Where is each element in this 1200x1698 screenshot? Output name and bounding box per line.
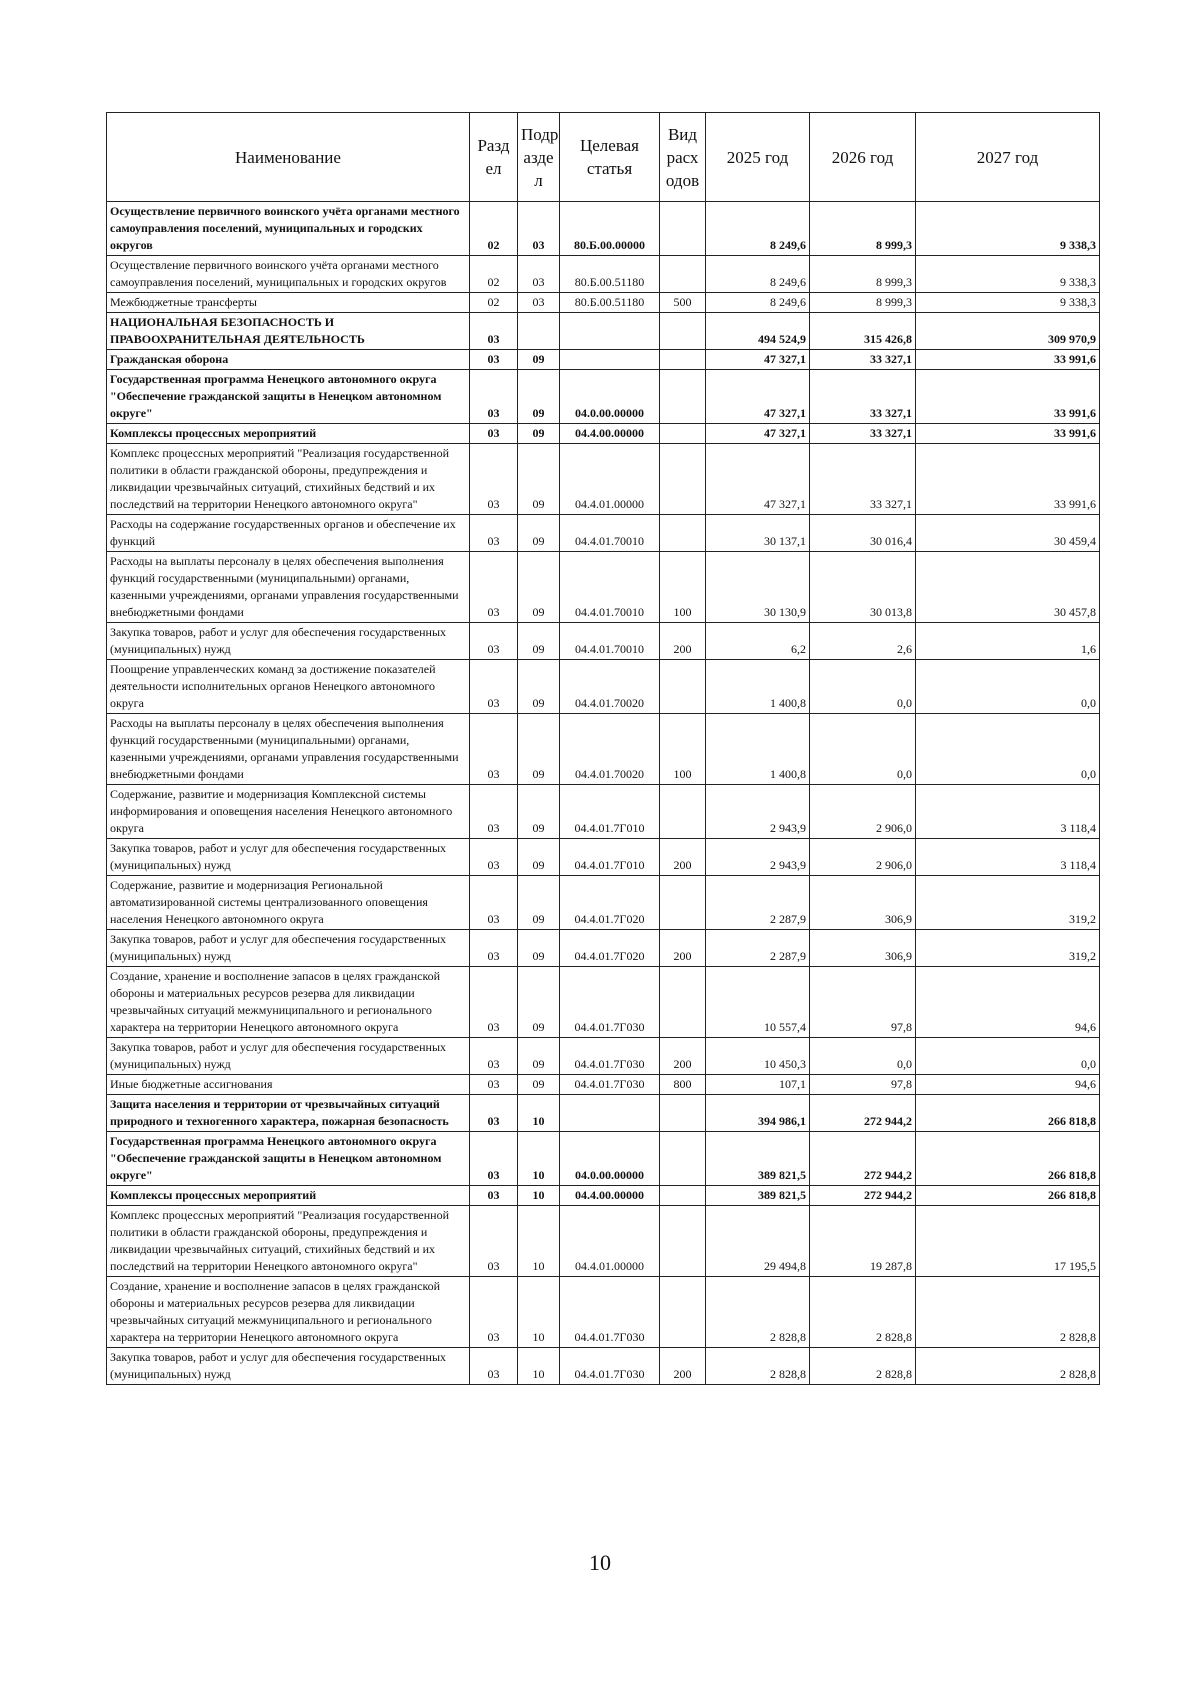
- row-razdel: 03: [470, 552, 518, 623]
- table-row: [107, 930, 1100, 967]
- row-amount-2026: 272 944,2: [810, 1095, 916, 1132]
- table-row: [107, 515, 1100, 552]
- row-podrazdel: 09: [518, 785, 560, 839]
- header-year-2025: 2025 год: [706, 113, 810, 202]
- row-amount-2027: 0,0: [916, 1038, 1100, 1075]
- row-amount-2025: 6,2: [706, 623, 810, 660]
- row-razdel: 03: [470, 1348, 518, 1385]
- row-razdel: 03: [470, 1095, 518, 1132]
- row-target-article: 04.4.01.70010: [560, 552, 660, 623]
- row-podrazdel: 10: [518, 1277, 560, 1348]
- row-amount-2027: 266 818,8: [916, 1186, 1100, 1206]
- row-amount-2027: 319,2: [916, 930, 1100, 967]
- row-amount-2026: 272 944,2: [810, 1186, 916, 1206]
- row-amount-2025: 30 130,9: [706, 552, 810, 623]
- row-amount-2025: 389 821,5: [706, 1132, 810, 1186]
- table-row: [107, 1132, 1100, 1186]
- row-name: Закупка товаров, работ и услуг для обеспечения государственных (муниципальных) нужд: [107, 1038, 470, 1075]
- row-razdel: 03: [470, 1186, 518, 1206]
- row-expense-type: 200: [660, 839, 706, 876]
- row-target-article: 04.4.00.00000: [560, 1186, 660, 1206]
- row-amount-2026: 315 426,8: [810, 313, 916, 350]
- row-amount-2027: 94,6: [916, 1075, 1100, 1095]
- row-name: Содержание, развитие и модернизация Региональной автоматизированной системы централизованного оповещения населения Ненецкого автономного округа: [107, 876, 470, 930]
- header-name: Наименование: [107, 113, 470, 202]
- row-name: Комплексы процессных мероприятий: [107, 1186, 470, 1206]
- row-amount-2026: 30 016,4: [810, 515, 916, 552]
- row-name: Закупка товаров, работ и услуг для обеспечения государственных (муниципальных) нужд: [107, 1348, 470, 1385]
- row-amount-2025: 47 327,1: [706, 350, 810, 370]
- row-amount-2025: 494 524,9: [706, 313, 810, 350]
- row-podrazdel: 09: [518, 424, 560, 444]
- row-podrazdel: 09: [518, 370, 560, 424]
- table-row: [107, 256, 1100, 293]
- row-amount-2025: 47 327,1: [706, 370, 810, 424]
- row-expense-type: [660, 1277, 706, 1348]
- row-expense-type: 200: [660, 1348, 706, 1385]
- row-podrazdel: 10: [518, 1132, 560, 1186]
- row-name: Расходы на выплаты персоналу в целях обеспечения выполнения функций государственными (муниципальными) органами, казенными учреждениями, органами управления государственными внебюджетными фондами: [107, 714, 470, 785]
- row-razdel: 03: [470, 785, 518, 839]
- row-amount-2025: 47 327,1: [706, 424, 810, 444]
- row-podrazdel: 10: [518, 1186, 560, 1206]
- row-podrazdel: 09: [518, 552, 560, 623]
- header-year-2027: 2027 год: [916, 113, 1100, 202]
- row-razdel: 03: [470, 967, 518, 1038]
- row-podrazdel: 09: [518, 444, 560, 515]
- row-target-article: 04.4.01.7Г020: [560, 876, 660, 930]
- row-razdel: 03: [470, 660, 518, 714]
- row-amount-2025: 389 821,5: [706, 1186, 810, 1206]
- row-target-article: 04.4.01.7Г010: [560, 839, 660, 876]
- row-amount-2025: 2 287,9: [706, 930, 810, 967]
- row-amount-2025: 29 494,8: [706, 1206, 810, 1277]
- row-expense-type: 100: [660, 552, 706, 623]
- row-expense-type: [660, 967, 706, 1038]
- table-row: [107, 1075, 1100, 1095]
- row-amount-2026: 97,8: [810, 967, 916, 1038]
- table-row: [107, 967, 1100, 1038]
- row-razdel: 02: [470, 256, 518, 293]
- row-amount-2027: 33 991,6: [916, 424, 1100, 444]
- row-amount-2027: 30 459,4: [916, 515, 1100, 552]
- row-amount-2026: 33 327,1: [810, 444, 916, 515]
- row-podrazdel: 09: [518, 1075, 560, 1095]
- row-amount-2027: 9 338,3: [916, 256, 1100, 293]
- page-number: 10: [589, 1550, 611, 1575]
- row-amount-2026: 33 327,1: [810, 424, 916, 444]
- budget-table: [106, 112, 1100, 1385]
- row-amount-2027: 33 991,6: [916, 444, 1100, 515]
- row-razdel: 03: [470, 1075, 518, 1095]
- row-amount-2027: 33 991,6: [916, 370, 1100, 424]
- header-expense-type: Вид расх одов: [660, 113, 706, 202]
- row-name: Закупка товаров, работ и услуг для обеспечения государственных (муниципальных) нужд: [107, 839, 470, 876]
- row-expense-type: [660, 256, 706, 293]
- row-amount-2026: 306,9: [810, 876, 916, 930]
- row-amount-2025: 1 400,8: [706, 714, 810, 785]
- table-row: [107, 202, 1100, 256]
- header-podrazdel: Подр азде л: [518, 113, 560, 202]
- row-expense-type: [660, 785, 706, 839]
- table-row: [107, 552, 1100, 623]
- row-target-article: 04.4.01.7Г020: [560, 930, 660, 967]
- row-amount-2027: 2 828,8: [916, 1277, 1100, 1348]
- row-razdel: 03: [470, 424, 518, 444]
- row-target-article: 04.4.01.7Г030: [560, 1277, 660, 1348]
- row-amount-2026: 0,0: [810, 660, 916, 714]
- table-row: [107, 660, 1100, 714]
- row-target-article: 04.4.00.00000: [560, 424, 660, 444]
- row-podrazdel: 09: [518, 660, 560, 714]
- row-razdel: 03: [470, 930, 518, 967]
- row-razdel: 03: [470, 444, 518, 515]
- row-amount-2025: 10 450,3: [706, 1038, 810, 1075]
- table-row: [107, 623, 1100, 660]
- row-target-article: 04.4.01.70010: [560, 623, 660, 660]
- row-razdel: 03: [470, 839, 518, 876]
- row-expense-type: [660, 350, 706, 370]
- row-amount-2026: 8 999,3: [810, 293, 916, 313]
- row-expense-type: [660, 660, 706, 714]
- row-podrazdel: 03: [518, 202, 560, 256]
- row-podrazdel: 09: [518, 1038, 560, 1075]
- row-podrazdel: 09: [518, 930, 560, 967]
- row-name: Иные бюджетные ассигнования: [107, 1075, 470, 1095]
- row-amount-2026: 33 327,1: [810, 350, 916, 370]
- row-amount-2027: 3 118,4: [916, 785, 1100, 839]
- row-amount-2027: 30 457,8: [916, 552, 1100, 623]
- row-amount-2025: 10 557,4: [706, 967, 810, 1038]
- row-target-article: 04.4.01.7Г030: [560, 967, 660, 1038]
- row-target-article: [560, 350, 660, 370]
- table-row: [107, 293, 1100, 313]
- row-razdel: 03: [470, 1277, 518, 1348]
- row-expense-type: 800: [660, 1075, 706, 1095]
- row-amount-2026: 19 287,8: [810, 1206, 916, 1277]
- row-amount-2027: 9 338,3: [916, 293, 1100, 313]
- row-amount-2026: 33 327,1: [810, 370, 916, 424]
- row-razdel: 02: [470, 293, 518, 313]
- row-expense-type: [660, 424, 706, 444]
- row-amount-2025: 107,1: [706, 1075, 810, 1095]
- row-expense-type: [660, 313, 706, 350]
- row-name: Защита населения и территории от чрезвычайных ситуаций природного и техногенного характера, пожарная безопасность: [107, 1095, 470, 1132]
- row-amount-2025: 8 249,6: [706, 202, 810, 256]
- header-target-article: Целевая статья: [560, 113, 660, 202]
- row-target-article: [560, 1095, 660, 1132]
- row-target-article: 04.4.01.7Г030: [560, 1075, 660, 1095]
- row-podrazdel: 09: [518, 515, 560, 552]
- row-amount-2026: 306,9: [810, 930, 916, 967]
- row-razdel: 03: [470, 313, 518, 350]
- row-amount-2027: 94,6: [916, 967, 1100, 1038]
- row-amount-2026: 2 828,8: [810, 1348, 916, 1385]
- row-razdel: 03: [470, 876, 518, 930]
- row-razdel: 03: [470, 1206, 518, 1277]
- table-row: [107, 1038, 1100, 1075]
- row-name: Комплексы процессных мероприятий: [107, 424, 470, 444]
- row-amount-2027: 1,6: [916, 623, 1100, 660]
- row-razdel: 03: [470, 515, 518, 552]
- row-name: Содержание, развитие и модернизация Комплексной системы информирования и оповещения населения Ненецкого автономного округа: [107, 785, 470, 839]
- row-amount-2025: 394 986,1: [706, 1095, 810, 1132]
- row-amount-2025: 2 943,9: [706, 839, 810, 876]
- row-target-article: 04.0.00.00000: [560, 1132, 660, 1186]
- row-amount-2025: 8 249,6: [706, 256, 810, 293]
- row-podrazdel: 09: [518, 967, 560, 1038]
- row-expense-type: [660, 202, 706, 256]
- row-target-article: 80.Б.00.51180: [560, 256, 660, 293]
- row-name: Осуществление первичного воинского учёта органами местного самоуправления поселений, муниципальных и городских округов: [107, 256, 470, 293]
- row-expense-type: 200: [660, 1038, 706, 1075]
- row-name: Государственная программа Ненецкого автономного округа "Обеспечение гражданской защиты в Ненецком автономном округе": [107, 1132, 470, 1186]
- row-amount-2027: 319,2: [916, 876, 1100, 930]
- row-podrazdel: 10: [518, 1095, 560, 1132]
- row-amount-2026: 97,8: [810, 1075, 916, 1095]
- row-amount-2025: 8 249,6: [706, 293, 810, 313]
- table-row: [107, 424, 1100, 444]
- table-row: [107, 785, 1100, 839]
- row-razdel: 03: [470, 1038, 518, 1075]
- table-row: [107, 313, 1100, 350]
- table-row: [107, 876, 1100, 930]
- row-name: Комплекс процессных мероприятий "Реализация государственной политики в области гражданской обороны, предупреждения и ликвидации чрезвычайных ситуаций, стихийных бедствий и их последствий на территории Ненецкого автономного округа": [107, 444, 470, 515]
- row-expense-type: [660, 444, 706, 515]
- row-amount-2027: 266 818,8: [916, 1095, 1100, 1132]
- row-name: Закупка товаров, работ и услуг для обеспечения государственных (муниципальных) нужд: [107, 623, 470, 660]
- row-target-article: 04.4.01.00000: [560, 1206, 660, 1277]
- row-amount-2026: 2,6: [810, 623, 916, 660]
- row-name: Межбюджетные трансферты: [107, 293, 470, 313]
- table-row: [107, 370, 1100, 424]
- row-amount-2026: 0,0: [810, 714, 916, 785]
- row-expense-type: [660, 1206, 706, 1277]
- row-podrazdel: [518, 313, 560, 350]
- row-target-article: 04.4.01.70010: [560, 515, 660, 552]
- row-name: Расходы на выплаты персоналу в целях обеспечения выполнения функций государственными (муниципальными) органами, казенными учреждениями, органами управления государственными внебюджетными фондами: [107, 552, 470, 623]
- row-razdel: 03: [470, 623, 518, 660]
- table-row: [107, 1206, 1100, 1277]
- row-expense-type: [660, 370, 706, 424]
- row-expense-type: 200: [660, 623, 706, 660]
- table-row: [107, 1095, 1100, 1132]
- row-target-article: 04.4.01.70020: [560, 660, 660, 714]
- row-podrazdel: 09: [518, 350, 560, 370]
- row-amount-2027: 0,0: [916, 714, 1100, 785]
- row-podrazdel: 10: [518, 1206, 560, 1277]
- row-amount-2025: 2 943,9: [706, 785, 810, 839]
- row-amount-2026: 272 944,2: [810, 1132, 916, 1186]
- row-name: НАЦИОНАЛЬНАЯ БЕЗОПАСНОСТЬ И ПРАВООХРАНИТЕЛЬНАЯ ДЕЯТЕЛЬНОСТЬ: [107, 313, 470, 350]
- row-amount-2026: 30 013,8: [810, 552, 916, 623]
- row-podrazdel: 09: [518, 876, 560, 930]
- row-expense-type: [660, 515, 706, 552]
- row-razdel: 03: [470, 1132, 518, 1186]
- row-expense-type: [660, 876, 706, 930]
- row-amount-2027: 33 991,6: [916, 350, 1100, 370]
- row-amount-2025: 2 828,8: [706, 1348, 810, 1385]
- header-razdel: Разд ел: [470, 113, 518, 202]
- row-amount-2026: 8 999,3: [810, 202, 916, 256]
- row-amount-2025: 2 828,8: [706, 1277, 810, 1348]
- row-amount-2025: 1 400,8: [706, 660, 810, 714]
- table-body: [107, 202, 1100, 1385]
- table-row: [107, 1186, 1100, 1206]
- row-target-article: 04.4.01.7Г010: [560, 785, 660, 839]
- row-amount-2027: 2 828,8: [916, 1348, 1100, 1385]
- table-row: [107, 1348, 1100, 1385]
- row-podrazdel: 03: [518, 293, 560, 313]
- row-target-article: 04.0.00.00000: [560, 370, 660, 424]
- row-target-article: [560, 313, 660, 350]
- table-row: [107, 839, 1100, 876]
- row-razdel: 02: [470, 202, 518, 256]
- table-row: [107, 714, 1100, 785]
- row-name: Поощрение управленческих команд за достижение показателей деятельности исполнительных органов Ненецкого автономного округа: [107, 660, 470, 714]
- row-name: Гражданская оборона: [107, 350, 470, 370]
- row-amount-2026: 8 999,3: [810, 256, 916, 293]
- row-amount-2026: 2 828,8: [810, 1277, 916, 1348]
- table-row: [107, 444, 1100, 515]
- row-podrazdel: 10: [518, 1348, 560, 1385]
- row-expense-type: 500: [660, 293, 706, 313]
- row-name: Создание, хранение и восполнение запасов в целях гражданской обороны и материальных ресурсов резерва для ликвидации чрезвычайных ситуаций межмуниципального и регионального характера на территории Ненецкого автономного округа: [107, 1277, 470, 1348]
- row-amount-2025: 47 327,1: [706, 444, 810, 515]
- row-target-article: 80.Б.00.51180: [560, 293, 660, 313]
- row-target-article: 04.4.01.7Г030: [560, 1348, 660, 1385]
- row-amount-2027: 266 818,8: [916, 1132, 1100, 1186]
- row-amount-2026: 0,0: [810, 1038, 916, 1075]
- row-amount-2027: 309 970,9: [916, 313, 1100, 350]
- row-name: Осуществление первичного воинского учёта органами местного самоуправления поселений, муниципальных и городских округов: [107, 202, 470, 256]
- row-target-article: 04.4.01.7Г030: [560, 1038, 660, 1075]
- row-amount-2027: 0,0: [916, 660, 1100, 714]
- row-podrazdel: 03: [518, 256, 560, 293]
- header-year-2026: 2026 год: [810, 113, 916, 202]
- row-name: Создание, хранение и восполнение запасов в целях гражданской обороны и материальных ресурсов резерва для ликвидации чрезвычайных ситуаций межмуниципального и регионального характера на территории Ненецкого автономного округа: [107, 967, 470, 1038]
- row-podrazdel: 09: [518, 714, 560, 785]
- document-page: [106, 112, 1099, 1385]
- table-row: [107, 350, 1100, 370]
- row-target-article: 80.Б.00.00000: [560, 202, 660, 256]
- row-amount-2026: 2 906,0: [810, 785, 916, 839]
- row-amount-2027: 17 195,5: [916, 1206, 1100, 1277]
- row-expense-type: [660, 1095, 706, 1132]
- row-target-article: 04.4.01.70020: [560, 714, 660, 785]
- row-amount-2027: 9 338,3: [916, 202, 1100, 256]
- row-expense-type: 200: [660, 930, 706, 967]
- row-name: Государственная программа Ненецкого автономного округа "Обеспечение гражданской защиты в Ненецком автономном округе": [107, 370, 470, 424]
- row-podrazdel: 09: [518, 623, 560, 660]
- row-expense-type: [660, 1132, 706, 1186]
- row-podrazdel: 09: [518, 839, 560, 876]
- row-razdel: 03: [470, 350, 518, 370]
- row-expense-type: [660, 1186, 706, 1206]
- row-name: Комплекс процессных мероприятий "Реализация государственной политики в области гражданской обороны, предупреждения и ликвидации чрезвычайных ситуаций, стихийных бедствий и их последствий на территории Ненецкого автономного округа": [107, 1206, 470, 1277]
- row-target-article: 04.4.01.00000: [560, 444, 660, 515]
- row-name: Расходы на содержание государственных органов и обеспечение их функций: [107, 515, 470, 552]
- row-name: Закупка товаров, работ и услуг для обеспечения государственных (муниципальных) нужд: [107, 930, 470, 967]
- row-amount-2027: 3 118,4: [916, 839, 1100, 876]
- row-amount-2025: 30 137,1: [706, 515, 810, 552]
- table-row: [107, 1277, 1100, 1348]
- table-header-row: [107, 113, 1100, 202]
- row-razdel: 03: [470, 370, 518, 424]
- row-expense-type: 100: [660, 714, 706, 785]
- row-amount-2025: 2 287,9: [706, 876, 810, 930]
- row-razdel: 03: [470, 714, 518, 785]
- row-amount-2026: 2 906,0: [810, 839, 916, 876]
